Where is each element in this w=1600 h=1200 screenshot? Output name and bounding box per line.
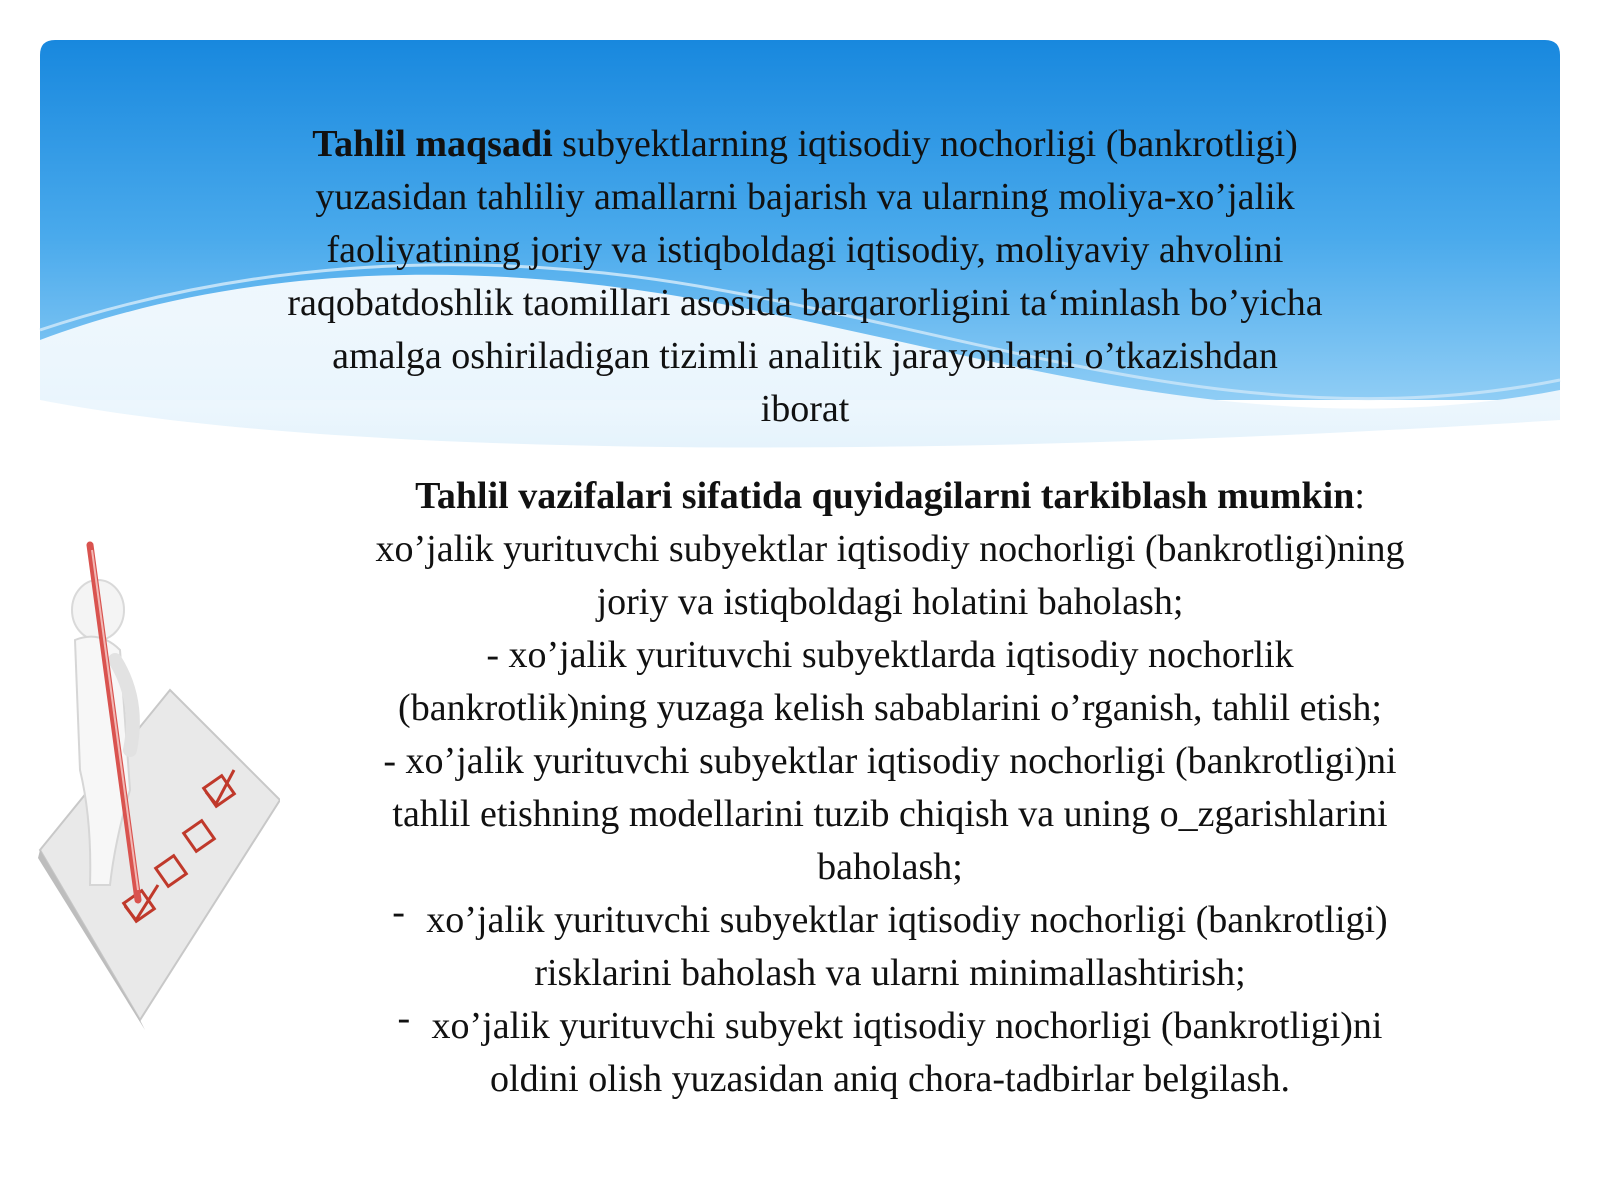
task-item-line: - xo’jalik yurituvchi subyektlarda iqtisodiy nochorlik: [486, 634, 1294, 676]
goal-line: raqobatdoshlik taomillari asosida barqarorligini ta‘minlash bo’yicha: [287, 282, 1323, 324]
checklist-illustration: [20, 540, 280, 1040]
goal-line: faoliyatining joriy va istiqboldagi iqtisodiy, moliyaviy ahvolini: [326, 229, 1284, 271]
task-item-text: xo’jalik yurituvchi subyekt iqtisodiy nochorligi (bankrotligi)ni: [431, 1005, 1383, 1047]
task-dash: -: [397, 997, 411, 1039]
task-item-line: [270, 891, 1510, 947]
task-item-line: baholash;: [817, 846, 963, 888]
tasks-heading: [270, 470, 1510, 523]
goal-first-line: [180, 118, 1430, 171]
task-item-line: joriy va istiqboldagi holatini baholash;: [596, 581, 1184, 623]
task-item-line: (bankrotlik)ning yuzaga kelish sabablarini o’rganish, tahlil etish;: [398, 687, 1382, 729]
goal-paragraph: [180, 118, 1430, 436]
task-item-line: [270, 997, 1510, 1053]
goal-line: iborat: [760, 388, 850, 430]
task-item-text: xo’jalik yurituvchi subyektlar iqtisodiy nochorligi (bankrotligi): [426, 899, 1388, 941]
tasks-heading-colon: :: [1354, 475, 1365, 517]
goal-line: amalga oshiriladigan tizimli analitik jarayonlarni o’tkazishdan: [332, 335, 1278, 377]
task-dash: -: [392, 891, 405, 933]
task-item-line: - xo’jalik yurituvchi subyektlar iqtisodiy nochorligi (bankrotligi)ni: [383, 740, 1397, 782]
tasks-heading-bold: Tahlil vazifalari sifatida quyidagilarni tarkiblash mumkin: [415, 475, 1355, 517]
task-item-line: xo’jalik yurituvchi subyektlar iqtisodiy nochorligi (bankrotligi)ning: [375, 528, 1405, 570]
goal-line: yuzasidan tahliliy amallarni bajarish va ularning moliya-xo’jalik: [315, 176, 1295, 218]
tasks-paragraph: [270, 470, 1510, 1106]
task-item-line: oldini olish yuzasidan aniq chora-tadbirlar belgilash.: [490, 1058, 1290, 1100]
task-item-line: tahlil etishning modellarini tuzib chiqish va uning o_zgarishlarini: [392, 793, 1388, 835]
task-item-line: risklarini baholash va ularni minimallashtirish;: [534, 952, 1246, 994]
paper-sheet: [40, 690, 280, 1020]
goal-title: Tahlil maqsadi: [312, 123, 553, 165]
goal-first-line-rest: subyektlarning iqtisodiy nochorligi (bankrotligi): [552, 123, 1298, 165]
